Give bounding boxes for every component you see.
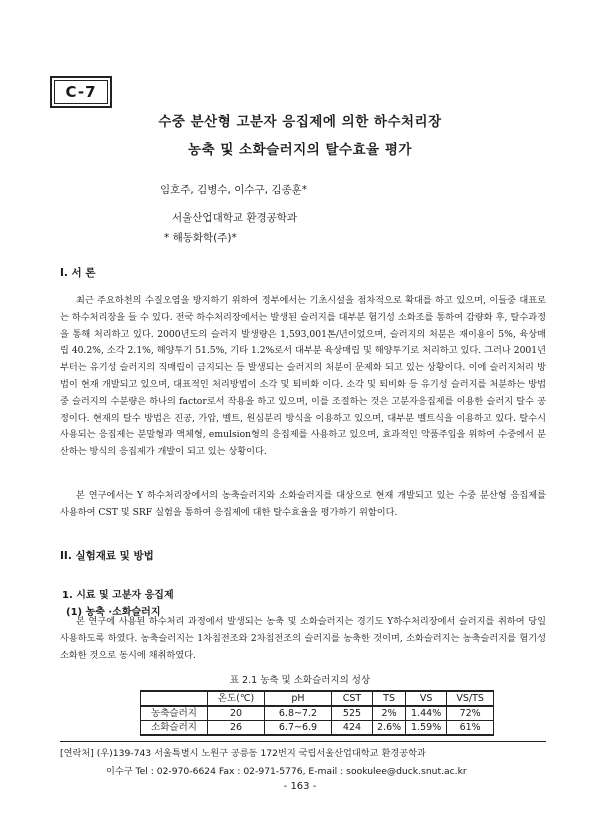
table-header-cell: VS/TS [447,691,494,706]
introduction-paragraph-1: 최근 주요하천의 수질오염을 방지하기 위하여 정부에서는 기초시설을 점차적으로 확대를 하고 있으며, 이들중 대표로는 하수처리장을 들 수 있다. 전국 하수처리장에서는 발생된 슬러지를 대부분 혐기성 소화조를 통하여 감량화 후, 탈수과정을 통해 처리하고 있다. 2000년도의 슬러지 발생량은 1,593,001톤/년이었으며, 슬러지의 처분은 재이용이 5%, 육상매립 40.2%, 소각 2.1%, 해양투기 51.5%, 기타 1.2%로서 대부분 육상매립 및 해양투기로 처리하고 있다. 그러나 2001년 부터는 유기성 슬러지의 직매립이 금지되는 등 발생되는 슬러지의 처분이 문제화 되고 있는 상황이다. 이에 슬러지처리 방법이 현재 개발되고 있으며, 대표적인 처리방법이 소각 및 퇴비화 이다. 소각 및 퇴비화 등 유기성 슬러지를 처분하는 방법 중 슬러지의 수분량은 하나의 factor로서 작용을 하고 있으며, 이를 조절하는 것은 고분자응집제를 이용한 슬러지 탈수 공정이다. 현재의 탈수 방법은 진공, 가압, 벨트, 원심분리 방식을 이용하고 있으며, 대부분 벨트식을 이용하고 있다. 탈수시 사용되는 응집제는 분말형과 액체형, emulsion형의 응집제를 사용하고 있으며, 효과적인 약품주입을 위하여 수중에서 분산하는 방식의 응집제가 개발이 되고 있는 상황이다. [60,295,546,458]
authors: 임호주, 김병수, 이수구, 김종훈* [160,184,307,196]
table-cell: 소화슬러지 [141,721,208,736]
subsection-heading-samples: 1. 시료 및 고분자 응집제 [62,590,174,601]
table-row [141,706,494,721]
table-cell: 1.44% [406,706,447,721]
table-cell: 424 [332,721,373,736]
section-heading-introduction: I. 서 론 [60,267,96,279]
methods-paragraph-1: 본 연구에 사용된 하수처리 과정에서 발생되는 농축 및 소화슬러지는 경기도 Y하수처리장에서 슬러지를 취하여 당일 사용하도록 하였다. 농축슬러지는 1차침전조와 2차침전조의 슬러지를 농축한 것이며, 소화슬러지는 농축슬러지를 혐기성 소화한 것으로 동시에 채취하였다. [60,616,546,661]
table-cell: 6.8~7.2 [265,706,332,721]
table-header-row [141,691,494,706]
table-header-cell: pH [265,691,332,706]
introduction-paragraph-2: 본 연구에서는 Y 하수처리장에서의 농축슬러지와 소화슬러지를 대상으로 현재 개발되고 있는 수중 분산형 응집제를 사용하여 CST 및 SRF 실험을 통하여 응집제에 대한 탈수효율을 평가하기 위함이다. [60,490,546,518]
table-header-cell: CST [332,691,373,706]
contact-address: [연락처] (우)139-743 서울특별시 노원구 공릉동 172번지 국립서울산업대학교 환경공학과 [60,748,426,759]
table-header-cell: 온도(℃) [208,691,265,706]
table-cell: 525 [332,706,373,721]
table-cell: 2% [373,706,406,721]
contact-details: 이수구 Tel : 02-970-6624 Fax : 02-971-5776, E-mail : sookulee@duck.snut.ac.kr [106,766,467,777]
subsection-heading-sludge: (1) 농축 ·소화슬러지 [66,607,161,618]
paper-title-line2: 농축 및 소화슬러지의 탈수효율 평가 [188,142,412,158]
table-header-cell: TS [373,691,406,706]
session-code: C-7 [65,83,97,101]
table-cell: 2.6% [373,721,406,736]
table-cell: 6.7~6.9 [265,721,332,736]
affiliation-primary: 서울산업대학교 환경공학과 [172,212,298,224]
affiliation-secondary: * 해동화학(주)* [164,232,237,244]
table-cell: 72% [447,706,494,721]
sludge-properties-table [140,690,494,736]
footer-divider [60,741,546,742]
table-cell: 61% [447,721,494,736]
table-cell: 농축슬러지 [141,706,208,721]
table-caption: 표 2.1 농축 및 소화슬러지의 성상 [229,675,371,686]
table-cell: 20 [208,706,265,721]
paper-title-line1: 수중 분산형 고분자 응집제에 의한 하수처리장 [158,114,442,130]
page-number: - 163 - [283,781,317,792]
section-heading-methods: II. 실험재료 및 방법 [60,550,154,562]
table-row [141,721,494,736]
table-cell: 26 [208,721,265,736]
table-cell: 1.59% [406,721,447,736]
table-header-cell: VS [406,691,447,706]
session-code-box [50,76,112,108]
table-header-cell [141,691,208,706]
